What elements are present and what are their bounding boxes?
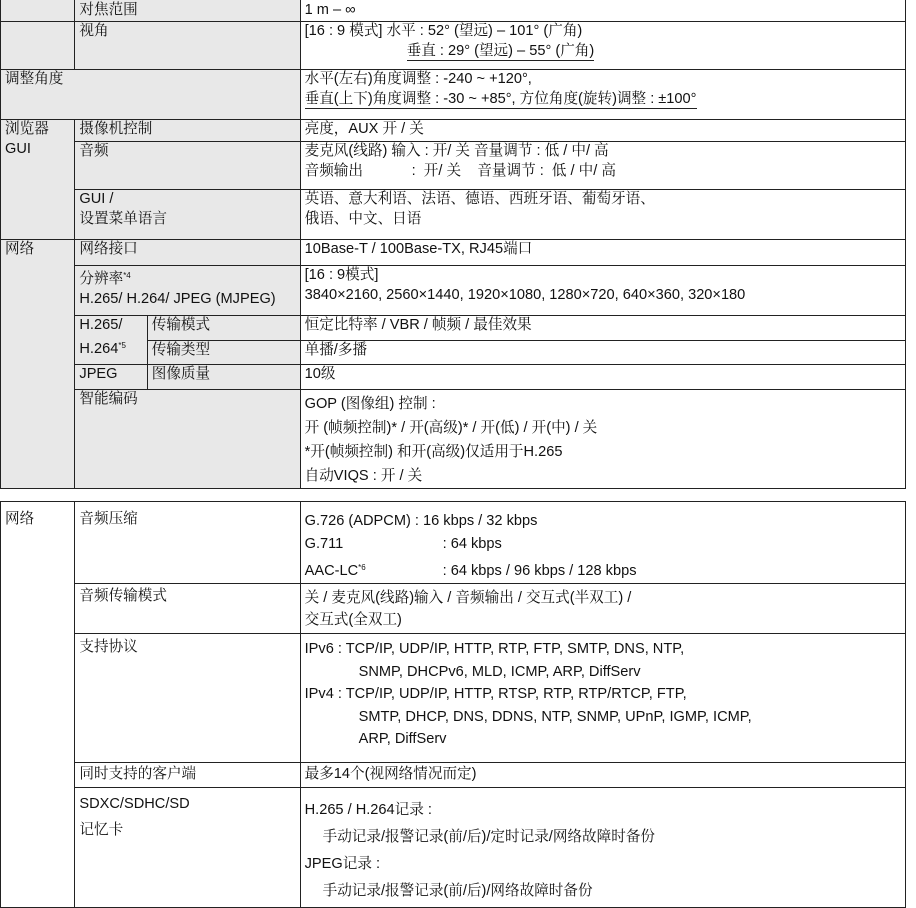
- row-value: 10Base-T / 100Base-TX, RJ45端口: [300, 240, 905, 266]
- table-row: [1, 70, 906, 120]
- sub-label: H.265/ H.264$^{*5}$: [75, 316, 147, 365]
- table-row: [1, 584, 906, 634]
- row-value: G.726 (ADPCM) : 16 kbps / 32 kbps G.711 : 64 kbps AAC-LC$^{*6}$ : 64 kbps / 96 kbps / 128 kbps: [300, 502, 905, 584]
- table-row: [1, 502, 906, 584]
- row-label: 音频: [75, 142, 300, 190]
- row-value: 关 / 麦克风(线路)输入 / 音频输出 / 交互式(半双工) / 交互式(全双工): [300, 584, 905, 634]
- row-value: 麦克风(线路) 输入 : 开/ 关 音量调节 : 低 / 中/ 高 音频输出 : 开/ 关 音量调节 : 低 / 中/ 高: [300, 142, 905, 190]
- row-label: 网络接口: [75, 240, 300, 266]
- group-label: 网络: [1, 240, 75, 489]
- row-label: 支持协议: [75, 634, 300, 763]
- row-value: 亮度，AUX 开 / 关: [300, 120, 905, 142]
- row-label: 分辨率$^{*4}$ H.265/ H.264/ JPEG (MJPEG): [75, 266, 300, 316]
- table-row: [1, 22, 906, 70]
- table-row: [1, 142, 906, 190]
- table-row: [1, 763, 906, 788]
- row-label: 传输类型: [147, 341, 300, 365]
- row-value: 恒定比特率 / VBR / 帧频 / 最佳效果: [300, 316, 905, 341]
- table-row: [1, 390, 906, 489]
- table-row: [1, 316, 906, 341]
- table-row: [1, 120, 906, 142]
- table-row: [1, 634, 906, 763]
- row-value: 英语、意大利语、法语、德语、西班牙语、葡萄牙语、 俄语、中文、日语: [300, 190, 905, 240]
- row-value: GOP (图像组) 控制 : 开 (帧频控制)* / 开(高级)* / 开(低) / 开(中) / 关 *开(帧频控制) 和开(高级)仅适用于H.265 自动VIQS : 开 / 关: [300, 390, 905, 489]
- group-cell: [1, 0, 75, 22]
- row-label: 对焦范围: [75, 0, 300, 22]
- group-label: 浏览器 GUI: [1, 120, 75, 240]
- row-label: 摄像机控制: [75, 120, 300, 142]
- row-value: 最多14个(视网络情况而定): [300, 763, 905, 788]
- row-label: 传输模式: [147, 316, 300, 341]
- row-value: 水平(左右)角度调整 : -240 ~ +120°, 垂直(上下)角度调整 : -30 ~ +85°, 方位角度(旋转)调整 : ±100°: [300, 70, 905, 120]
- row-value: 10级: [300, 365, 905, 390]
- table-row: [1, 190, 906, 240]
- row-label: 图像质量: [147, 365, 300, 390]
- table-row: [1, 240, 906, 266]
- group-label: 网络: [1, 502, 75, 908]
- row-value: [16 : 9 模式] 水平 : 52° (望远) – 101° (广角) 垂直 : 29° (望远) – 55° (广角): [300, 22, 905, 70]
- spec-table-lower: [0, 501, 906, 908]
- row-label: 音频传输模式: [75, 584, 300, 634]
- row-label: 同时支持的客户端: [75, 763, 300, 788]
- row-label: SDXC/SDHC/SD 记忆卡: [75, 788, 300, 908]
- table-row: [1, 266, 906, 316]
- group-cell: [1, 22, 75, 70]
- row-value: [16 : 9模式] 3840×2160, 2560×1440, 1920×1080, 1280×720, 640×360, 320×180: [300, 266, 905, 316]
- row-label: 音频压缩: [75, 502, 300, 584]
- row-value: H.265 / H.264记录 : 手动记录/报警记录(前/后)/定时记录/网络故障时备份 JPEG记录 : 手动记录/报警记录(前/后)/网络故障时备份: [300, 788, 905, 908]
- table-row: [1, 365, 906, 390]
- row-value: 1 m – ∞: [300, 0, 905, 22]
- row-label: 调整角度: [1, 70, 301, 120]
- table-row: [1, 0, 906, 22]
- sub-label: JPEG: [75, 365, 147, 390]
- row-value: 单播/多播: [300, 341, 905, 365]
- row-value: IPv6 : TCP/IP, UDP/IP, HTTP, RTP, FTP, SMTP, DNS, NTP, SNMP, DHCPv6, MLD, ICMP, ARP, DiffServ IPv4 : TCP/IP, UDP/IP, HTTP, RTSP, RTP, RTP/RTCP, FTP, SMTP, DHCP, DNS, DDNS, NTP, SNMP, UPnP, IGMP, ICMP, ARP, DiffServ: [300, 634, 905, 763]
- row-label: 视角: [75, 22, 300, 70]
- row-label: GUI / 设置菜单语言: [75, 190, 300, 240]
- row-label: 智能编码: [75, 390, 300, 489]
